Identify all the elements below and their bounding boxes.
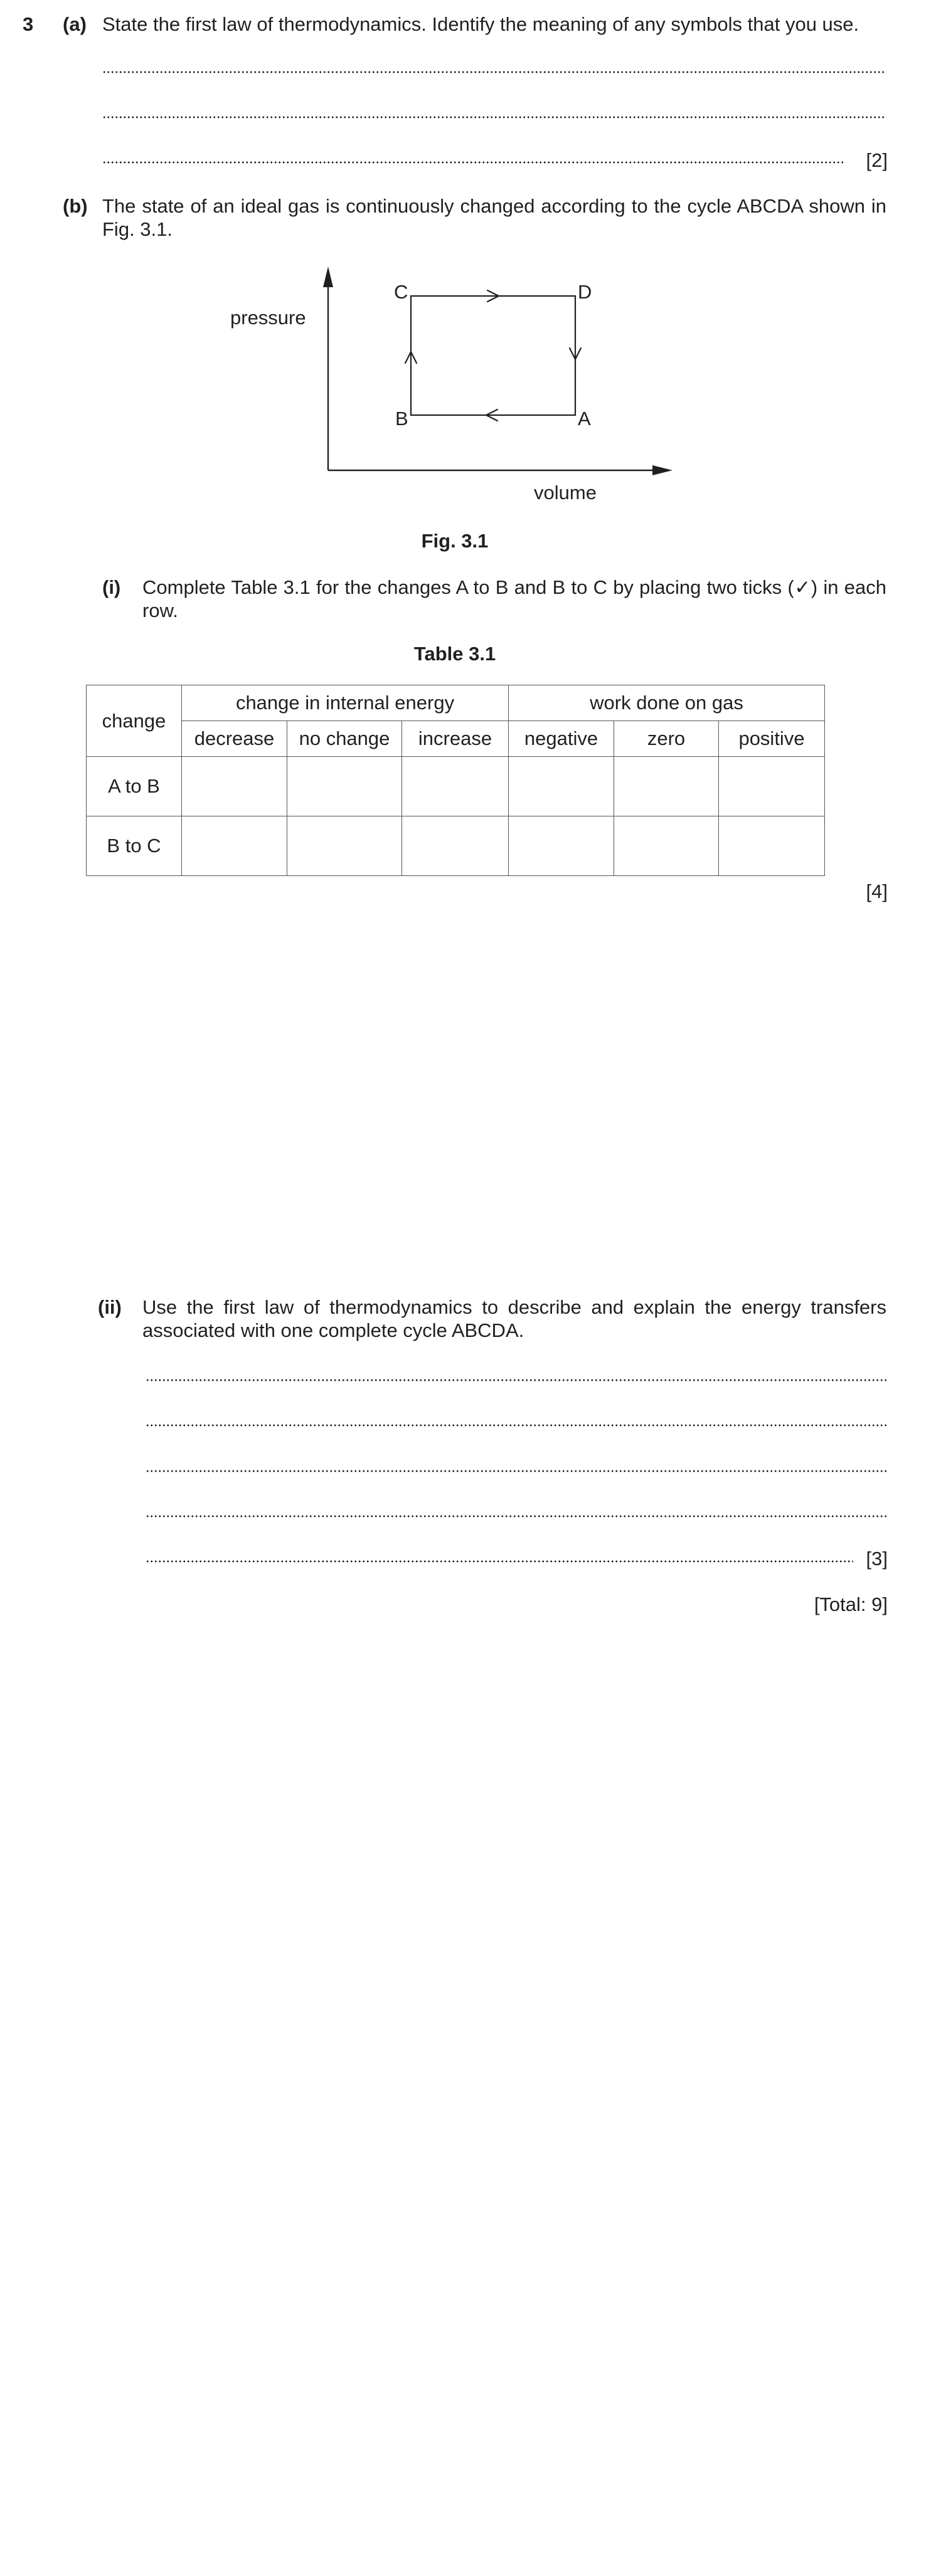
header-internal-energy: change in internal energy	[182, 685, 509, 721]
subheader-no-change: no change	[287, 721, 402, 757]
answer-line-ii-4[interactable]	[146, 1514, 886, 1518]
subheader-positive: positive	[719, 721, 825, 757]
part-a-marks: [2]	[866, 149, 888, 171]
header-change: change	[87, 685, 182, 757]
volume-axis-arrowhead	[652, 465, 673, 475]
table-row	[87, 816, 825, 876]
table-title: Table 3.1	[413, 643, 496, 665]
total-marks: [Total: 9]	[814, 1593, 888, 1615]
figure-caption: Fig. 3.1	[421, 530, 489, 552]
part-ii-marks: [3]	[866, 1548, 888, 1570]
answer-line-ii-5[interactable]	[146, 1560, 853, 1563]
answer-line-ii-2[interactable]	[146, 1423, 886, 1427]
cell-b-to-c-decrease[interactable]	[182, 816, 287, 876]
point-c-label: C	[394, 281, 408, 303]
y-axis-label: pressure	[230, 307, 306, 329]
cell-b-to-c-no-change[interactable]	[287, 816, 402, 876]
question-number: 3	[23, 13, 34, 35]
subheader-increase: increase	[402, 721, 509, 757]
answer-line-ii-3[interactable]	[146, 1469, 886, 1473]
part-a-text: State the first law of thermodynamics. Identify the meaning of any symbols that you use.	[102, 13, 859, 35]
part-b-text: The state of an ideal gas is continuously changed according to the cycle ABCDA shown in Fig. 3.1.	[102, 195, 886, 240]
cell-a-to-b-no-change[interactable]	[287, 757, 402, 816]
cell-b-to-c-increase[interactable]	[402, 816, 509, 876]
cell-b-to-c-positive[interactable]	[719, 816, 825, 876]
cell-a-to-b-zero[interactable]	[614, 757, 719, 816]
subheader-zero: zero	[614, 721, 719, 757]
part-i-label: (i)	[102, 576, 121, 598]
answer-line-ii-1[interactable]	[146, 1378, 886, 1382]
part-i-marks: [4]	[866, 880, 888, 902]
cell-b-to-c-negative[interactable]	[509, 816, 614, 876]
part-ii-text: Use the first law of thermodynamics to describe and explain the energy transfers associated with one complete cycle ABCDA.	[142, 1296, 886, 1341]
cycle-abcda	[411, 296, 575, 415]
pressure-axis-arrowhead	[323, 267, 333, 287]
fig-3-1-diagram	[0, 0, 941, 564]
cell-a-to-b-negative[interactable]	[509, 757, 614, 816]
subheader-decrease: decrease	[182, 721, 287, 757]
part-a-label: (a)	[63, 13, 87, 35]
cell-b-to-c-zero[interactable]	[614, 816, 719, 876]
point-d-label: D	[578, 281, 592, 303]
table-row	[87, 757, 825, 816]
x-axis-label: volume	[534, 482, 597, 504]
row-label-b-to-c: B to C	[87, 816, 182, 876]
header-work-done: work done on gas	[509, 685, 825, 721]
point-a-label: A	[578, 408, 591, 430]
subheader-negative: negative	[509, 721, 614, 757]
cell-a-to-b-increase[interactable]	[402, 757, 509, 816]
row-label-a-to-b: A to B	[87, 757, 182, 816]
part-ii-label: (ii)	[98, 1296, 122, 1318]
table-3-1	[86, 685, 825, 876]
cell-a-to-b-positive[interactable]	[719, 757, 825, 816]
cell-a-to-b-decrease[interactable]	[182, 757, 287, 816]
part-i-text: Complete Table 3.1 for the changes A to B and B to C by placing two ticks (✓) in each row.	[142, 576, 886, 621]
point-b-label: B	[395, 408, 408, 430]
part-b-label: (b)	[63, 195, 88, 217]
